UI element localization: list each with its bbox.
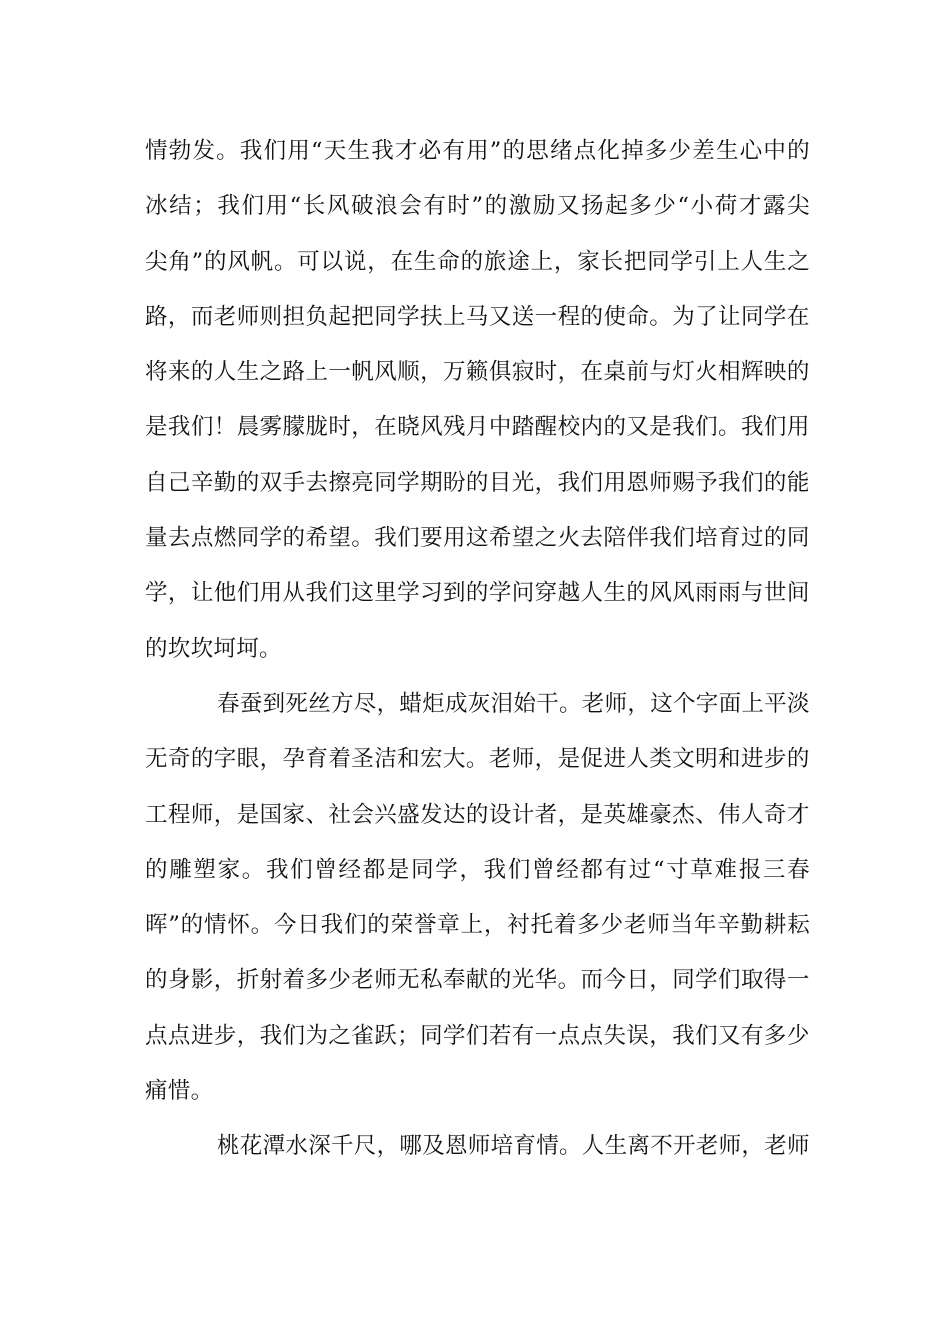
text-line: 学 ， 让 他 们 用 从 我 们 这 里 学 习 到 的 学 问 穿 越 人 生 的 风 风 雨 雨 与 世 间 <box>145 580 810 607</box>
text-line: 自 己 辛 勤 的 双 手 去 擦 亮 同 学 期 盼 的 目 光 ， 我 们 用 恩 师 赐 予 我 们 的 能 <box>145 469 810 496</box>
text-line: 情 勃 发 。 我 们 用 “ 天 生 我 才 必 有 用 ” 的 思 绪 点 化 掉 多 少 差 生 心 中 的 <box>145 138 810 164</box>
text-line: 痛惜。 <box>145 1078 214 1105</box>
text-line: 无 奇 的 字 眼 ， 孕 育 着 圣 洁 和 宏 大 。 老 师 ， 是 促 进 人 类 文 明 和 进 步 的 <box>145 746 810 773</box>
text-line: 量 去 点 燃 同 学 的 希 望 。 我 们 要 用 这 希 望 之 火 去 陪 伴 我 们 培 育 过 的 同 <box>145 525 810 552</box>
paragraph-first-line: 桃花潭水深千尺，哪及恩师培育情。人生离不开老师，老师 <box>217 1133 810 1160</box>
paragraph-first-line: 春蚕到死丝方尽，蜡炬成灰泪始干。老师，这个字面上平淡 <box>217 690 810 717</box>
text-line: 的 雕 塑 家 。 我 们 曾 经 都 是 同 学 ， 我 们 曾 经 都 有 过 “ 寸 草 难 报 三 春 <box>145 856 810 883</box>
text-line: 点 点 进 步 ， 我 们 为 之 雀 跃 ； 同 学 们 若 有 一 点 点 失 误 ， 我 们 又 有 多 少 <box>145 1022 810 1049</box>
text-line: 的坎坎坷坷。 <box>145 635 282 662</box>
text-line: 将 来 的 人 生 之 路 上 一 帆 风 顺 ， 万 籁 俱 寂 时 ， 在 桌 前 与 灯 火 相 辉 映 的 <box>145 359 810 386</box>
text-line: 工 程 师 ， 是 国 家 、 社 会 兴 盛 发 达 的 设 计 者 ， 是 英 雄 豪 杰 、 伟 人 奇 才 <box>145 801 810 828</box>
body-text <box>145 128 810 1179</box>
text-line: 冰 结 ； 我 们 用 “ 长 风 破 浪 会 有 时 ” 的 激 励 又 扬 起 多 少 “ 小 荷 才 露 尖 <box>145 193 810 220</box>
text-line: 路 ， 而 老 师 则 担 负 起 把 同 学 扶 上 马 又 送 一 程 的 使 命 。 为 了 让 同 学 在 <box>145 303 810 330</box>
text-line: 是 我 们 ！ 晨 雾 朦 胧 时 ， 在 晓 风 残 月 中 踏 醒 校 内 的 又 是 我 们 。 我 们 用 <box>145 414 810 441</box>
text-line: 尖 角 ” 的 风 帆 。 可 以 说 ， 在 生 命 的 旅 途 上 ， 家 长 把 同 学 引 上 人 生 之 <box>145 248 810 275</box>
text-line: 的 身 影 ， 折 射 着 多 少 老 师 无 私 奉 献 的 光 华 。 而 今 日 ， 同 学 们 取 得 一 <box>145 967 810 994</box>
text-line: 晖 ” 的 情 怀 。 今 日 我 们 的 荣 誉 章 上 ， 衬 托 着 多 少 老 师 当 年 辛 勤 耕 耘 <box>145 912 810 939</box>
